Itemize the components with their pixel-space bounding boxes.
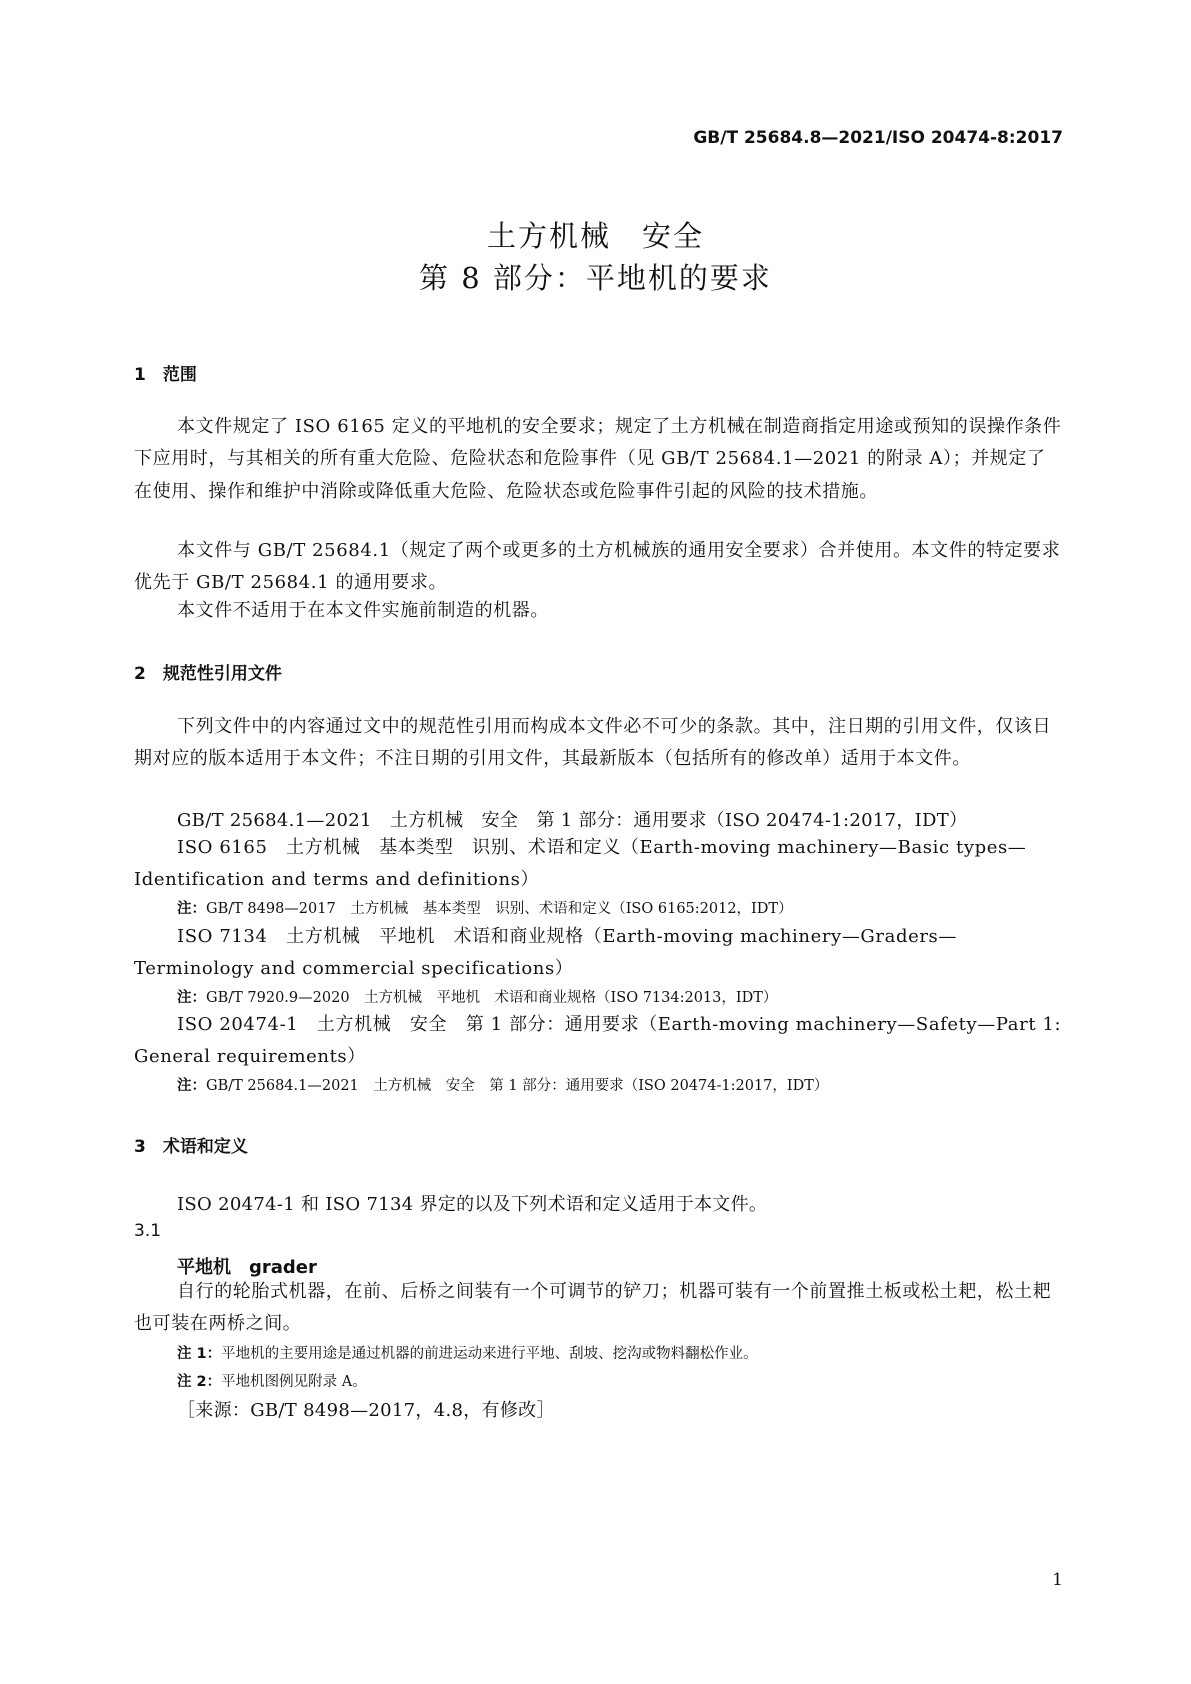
normative-reference-3: ISO 7134 土方机械 平地机 术语和商业规格（Earth-moving machinery—Graders—Terminology and commercial specifications）: [134, 926, 957, 980]
document-title-line2: 第 8 部分：平地机的要求: [419, 261, 772, 295]
term-note-1: [177, 1342, 758, 1363]
term-source: ［来源：GB/T 8498—2017，4.8，有修改］: [177, 1400, 555, 1421]
term-heading: 平地机 grader: [177, 1257, 317, 1278]
page-number: 1: [1052, 1570, 1063, 1590]
reference-note-3: [177, 986, 777, 1007]
reference-note-2: [177, 897, 793, 918]
reference-note-4: [177, 1074, 828, 1095]
standard-header: GB/T 25684.8—2021/ISO 20474-8:2017: [693, 128, 1063, 148]
document-title-line1: 土方机械 安全: [486, 219, 704, 253]
note-label: 注 2：: [177, 1374, 222, 1390]
section-1-paragraph-1: 本文件规定了 ISO 6165 定义的平地机的安全要求；规定了土方机械在制造商指定用途或预知的误操作条件下应用时，与其相关的所有重大危险、危险状态和危险事件（见 GB/T 25684.1—2021 的附录 A）；并规定了在使用、操作和维护中消除或降低重大危险、危险状态或危险事件引起的风险的技术措施。: [134, 416, 1062, 502]
section-2-heading: 2 规范性引用文件: [134, 664, 282, 684]
note-text: GB/T 7920.9—2020 土方机械 平地机 术语和商业规格（ISO 7134:2013，IDT）: [206, 990, 778, 1006]
section-2-intro: 下列文件中的内容通过文中的规范性引用而构成本文件必不可少的条款。其中，注日期的引用文件，仅该日期对应的版本适用于本文件；不注日期的引用文件，其最新版本（包括所有的修改单）适用于本文件。: [134, 716, 1052, 770]
section-3-intro: ISO 20474-1 和 ISO 7134 界定的以及下列术语和定义适用于本文件。: [177, 1194, 768, 1215]
term-note-2: [177, 1370, 367, 1391]
normative-reference-1: GB/T 25684.1—2021 土方机械 安全 第 1 部分：通用要求（ISO 20474-1:2017，IDT）: [177, 810, 968, 831]
note-text: 平地机的主要用途是通过机器的前进运动来进行平地、刮坡、挖沟或物料翻松作业。: [221, 1346, 758, 1362]
note-label: 注 1：: [177, 1346, 222, 1362]
section-1-paragraph-2: 本文件与 GB/T 25684.1（规定了两个或更多的土方机械族的通用安全要求）合并使用。本文件的特定要求优先于 GB/T 25684.1 的通用要求。: [134, 540, 1061, 594]
term-definition: 自行的轮胎式机器，在前、后桥之间装有一个可调节的铲刀；机器可装有一个前置推土板或松土耙，松土耙也可装在两桥之间。: [134, 1281, 1052, 1335]
section-1-heading: 1 范围: [134, 365, 197, 385]
note-label: 注：: [177, 1078, 206, 1094]
normative-reference-2: ISO 6165 土方机械 基本类型 识别、术语和定义（Earth-moving machinery—Basic types—Identification and terms and definitions）: [134, 837, 1027, 891]
note-text: 平地机图例见附录 A。: [221, 1374, 367, 1390]
section-1-paragraph-3: 本文件不适用于在本文件实施前制造的机器。: [177, 600, 549, 621]
normative-reference-4: ISO 20474-1 土方机械 安全 第 1 部分：通用要求（Earth-moving machinery—Safety—Part 1: General requirements）: [134, 1014, 1062, 1068]
note-label: 注：: [177, 990, 206, 1006]
section-3-heading: 3 术语和定义: [134, 1137, 248, 1157]
note-text: GB/T 8498—2017 土方机械 基本类型 识别、术语和定义（ISO 6165:2012，IDT）: [206, 901, 793, 917]
note-text: GB/T 25684.1—2021 土方机械 安全 第 1 部分：通用要求（ISO 20474-1:2017，IDT）: [206, 1078, 829, 1094]
note-label: 注：: [177, 901, 206, 917]
term-number: 3.1: [134, 1221, 162, 1241]
